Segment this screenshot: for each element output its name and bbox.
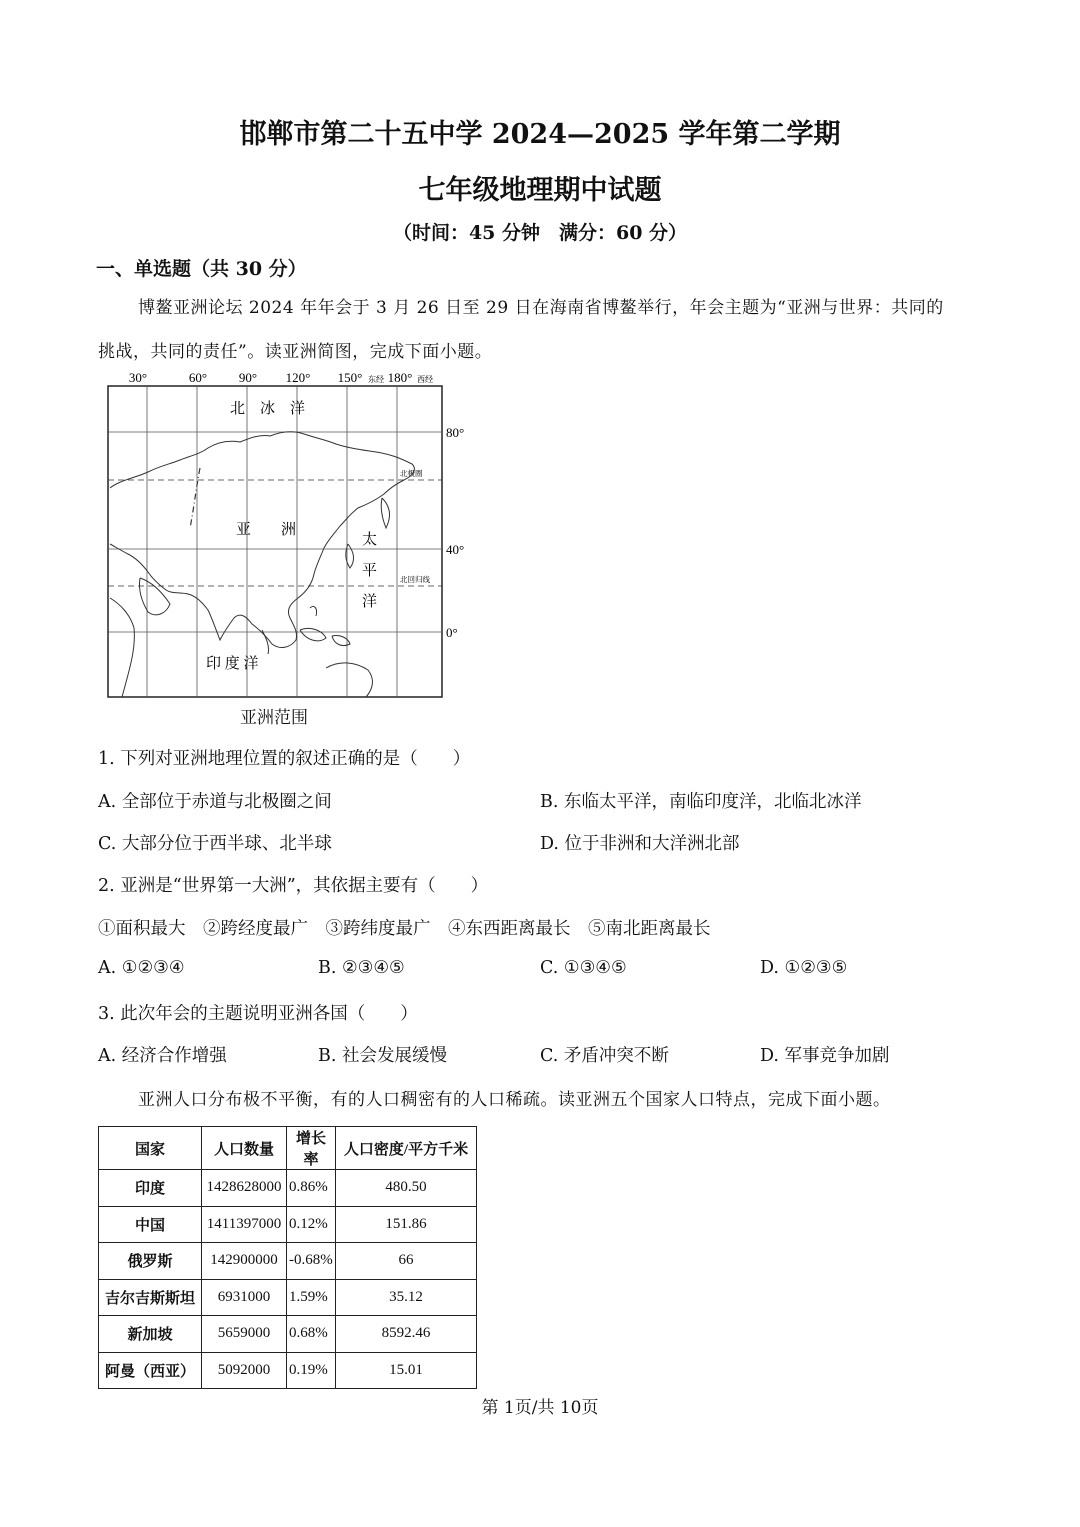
exam-info: （时间：45 分钟 满分：60 分） [392, 222, 688, 244]
table-cell: 6931000 [202, 1279, 287, 1316]
table-cell: 新加坡 [99, 1316, 202, 1353]
table-cell: -0.68% [287, 1243, 336, 1280]
table-header: 人口数量 [202, 1127, 287, 1170]
lat-label-40: 40° [446, 542, 465, 557]
lon-label-150: 150° [337, 370, 363, 385]
exam-subtitle: 七年级地理期中试题 [418, 175, 662, 206]
pacific-ocean-label-2: 平 [362, 563, 378, 579]
question-3-option-a[interactable]: A. 经济合作增强 [98, 1046, 227, 1066]
lon-label-east: 东经 [368, 375, 384, 384]
lat-label-0: 0° [446, 625, 458, 640]
table-cell: 1411397000 [202, 1206, 287, 1243]
table-cell: 480.50 [336, 1170, 477, 1207]
question-2-option-b[interactable]: B. ②③④⑤ [318, 958, 405, 978]
arctic-circle-label: 北极圈 [400, 469, 423, 478]
table-cell: 阿曼（西亚） [99, 1352, 202, 1389]
question-1-option-b[interactable]: B. 东临太平洋，南临印度洋，北临北冰洋 [540, 792, 862, 812]
table-header-row [99, 1127, 477, 1170]
intro-line-2: 挑战，共同的责任”。读亚洲简图，完成下面小题。 [98, 342, 493, 362]
map-frame [108, 386, 442, 697]
tropic-label: 北回归线 [400, 575, 430, 584]
question-2-stem: 2. 亚洲是“世界第一大洲”，其依据主要有（ ） [98, 876, 489, 896]
map-caption: 亚洲范围 [240, 708, 308, 728]
table-cell: 0.12% [287, 1206, 336, 1243]
asia-map [100, 368, 470, 708]
table-header: 增长率 [287, 1127, 336, 1170]
table-cell: 吉尔吉斯斯坦 [99, 1279, 202, 1316]
arctic-ocean-label: 北 冰 洋 [230, 401, 306, 417]
table-row [99, 1316, 477, 1353]
population-table [98, 1126, 477, 1389]
population-intro: 亚洲人口分布极不平衡，有的人口稠密有的人口稀疏。读亚洲五个国家人口特点，完成下面小题。 [138, 1090, 891, 1110]
lon-label-60: 60° [188, 370, 208, 385]
question-2-option-c[interactable]: C. ①③④⑤ [540, 958, 627, 978]
question-1-option-a[interactable]: A. 全部位于赤道与北极圈之间 [98, 792, 332, 812]
table-row [99, 1243, 477, 1280]
exam-title: 邯郸市第二十五中学 2024—2025 学年第二学期 [239, 119, 841, 150]
table-cell: 142900000 [202, 1243, 287, 1280]
table-row [99, 1279, 477, 1316]
section-heading: 一、单选题（共 30 分） [96, 258, 307, 280]
question-3-option-c[interactable]: C. 矛盾冲突不断 [540, 1046, 669, 1066]
lat-label-80: 80° [446, 425, 465, 440]
lon-label-30: 30° [128, 370, 148, 385]
table-cell: 15.01 [336, 1352, 477, 1389]
question-3-stem: 3. 此次年会的主题说明亚洲各国（ ） [98, 1004, 418, 1024]
question-1-option-d[interactable]: D. 位于非洲和大洋洲北部 [540, 834, 740, 854]
table-row [99, 1206, 477, 1243]
lon-label-west: 西经 [417, 375, 433, 384]
table-cell: 151.86 [336, 1206, 477, 1243]
table-row [99, 1352, 477, 1389]
table-row [99, 1170, 477, 1207]
table-cell: 8592.46 [336, 1316, 477, 1353]
lon-label-90: 90° [238, 370, 258, 385]
table-cell: 0.86% [287, 1170, 336, 1207]
table-cell: 1428628000 [202, 1170, 287, 1207]
question-3-option-b[interactable]: B. 社会发展缓慢 [318, 1046, 447, 1066]
table-header: 国家 [99, 1127, 202, 1170]
table-cell: 1.59% [287, 1279, 336, 1316]
question-3-option-d[interactable]: D. 军事竞争加剧 [760, 1046, 890, 1066]
pacific-ocean-label-3: 洋 [362, 594, 378, 610]
question-1-stem: 1. 下列对亚洲地理位置的叙述正确的是（ ） [98, 749, 471, 769]
question-2-option-d[interactable]: D. ①②③⑤ [760, 958, 848, 978]
table-cell: 66 [336, 1243, 477, 1280]
pacific-ocean-label-1: 太 [362, 532, 378, 548]
question-2-option-a[interactable]: A. ①②③④ [98, 958, 185, 978]
table-cell: 0.19% [287, 1352, 336, 1389]
page-footer: 第 1页/共 10页 [481, 1398, 599, 1418]
map-grid [108, 386, 442, 697]
table-cell: 5659000 [202, 1316, 287, 1353]
lon-label-180: 180° [387, 370, 413, 385]
table-header: 人口密度/平方千米 [336, 1127, 477, 1170]
lon-label-120: 120° [285, 370, 311, 385]
question-2-items: ①面积最大 ②跨经度最广 ③跨纬度最广 ④东西距离最长 ⑤南北距离最长 [98, 919, 711, 939]
intro-line-1: 博鳌亚洲论坛 2024 年年会于 3 月 26 日至 29 日在海南省博鳌举行，年会主题为“亚洲与世界：共同的 [138, 298, 944, 318]
table-cell: 35.12 [336, 1279, 477, 1316]
table-cell: 中国 [99, 1206, 202, 1243]
asia-label: 亚 洲 [236, 522, 297, 538]
table-cell: 5092000 [202, 1352, 287, 1389]
indian-ocean-label: 印 度 洋 [206, 656, 259, 672]
question-1-option-c[interactable]: C. 大部分位于西半球、北半球 [98, 834, 332, 854]
table-cell: 0.68% [287, 1316, 336, 1353]
table-cell: 印度 [99, 1170, 202, 1207]
table-cell: 俄罗斯 [99, 1243, 202, 1280]
